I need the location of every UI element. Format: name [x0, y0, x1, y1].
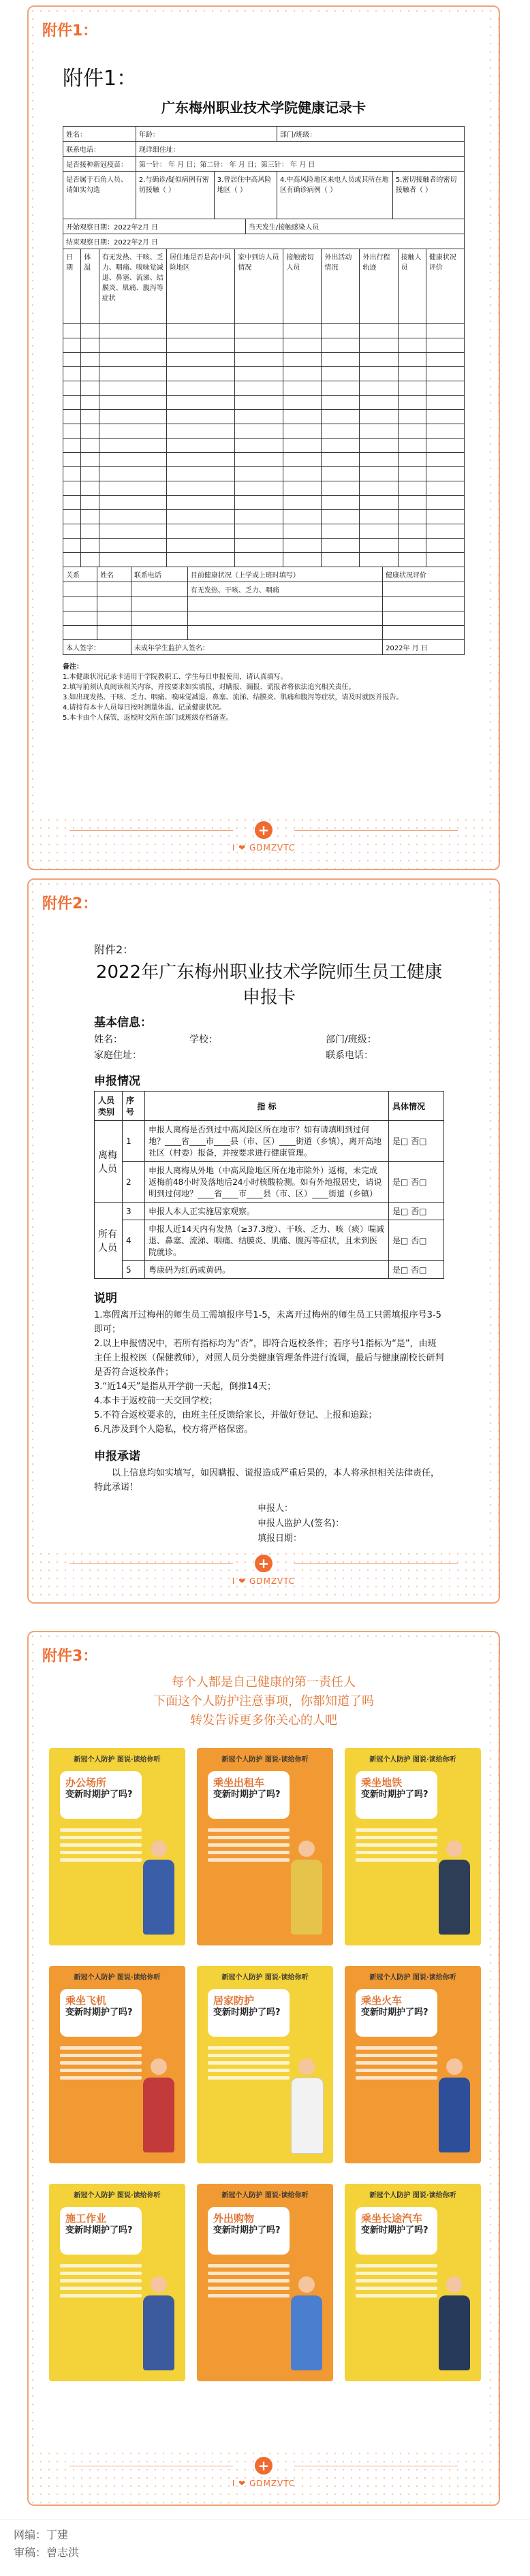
slogan-line: 转发告诉更多你关心的人吧: [190, 1713, 337, 1728]
basic-row-1: [94, 1032, 444, 1046]
card-footer: [29, 2457, 499, 2495]
table-row: [63, 439, 465, 453]
basic-info-title: 基本信息：: [94, 1016, 152, 1030]
declaration-section-title: 申报情况: [94, 1075, 140, 1088]
table-row: [63, 467, 465, 481]
slogan-line: 每个人都是自己健康的第一责任人: [172, 1675, 356, 1689]
basic-row-2: [94, 1048, 444, 1062]
slogan-line: 下面这个人防护注意事项，你都知道了吗: [153, 1694, 374, 1708]
poster-question: 变新时期护了吗?: [213, 2007, 281, 2018]
item-result[interactable]: 是□ 否□: [389, 1220, 444, 1261]
dept-label: 部门/班级：: [326, 1034, 377, 1045]
item-result[interactable]: 是□ 否□: [389, 1121, 444, 1162]
person-figure-icon: [439, 2058, 470, 2154]
item-no: 5: [123, 1261, 145, 1279]
address-label: 家庭住址：: [94, 1050, 142, 1061]
table-row: [95, 1220, 444, 1261]
end-date-cell: 结束观察日期：2022年2月 日: [63, 234, 465, 249]
declarant-sign: 申报人：: [258, 1504, 294, 1514]
attachment-1-label: 附件1：: [42, 22, 98, 39]
poster-top: 新冠个人防护 图说·读给你听: [369, 2192, 456, 2199]
poster-top: 新冠个人防护 图说·读给你听: [369, 1756, 456, 1764]
poster-coach[interactable]: [345, 2184, 481, 2381]
record-info-table: [63, 126, 465, 249]
col-group: 人员类别: [95, 1092, 123, 1121]
table-row: [63, 396, 465, 410]
first-aid-icon: +: [255, 1555, 272, 1572]
item-text: 申报人近14天内有发热（≥37.3度）、干咳、乏力、咳（痰）喘减退、鼻塞、流涕、咽痛、结膜炎、肌痛、腹泻等症状，且未到医院就诊。: [145, 1220, 389, 1261]
person-figure-icon: [291, 1841, 322, 1936]
poster-question: 变新时期护了吗?: [361, 2007, 428, 2018]
signature-block: [258, 1501, 444, 1546]
poster-train[interactable]: [345, 1966, 481, 2163]
poster-top: 新冠个人防护 图说·读给你听: [74, 1756, 161, 1764]
footer-brand: I ❤ GDMZVTC: [232, 2479, 296, 2488]
credits: [14, 2526, 79, 2562]
poster-title: 施工作业: [65, 2212, 107, 2225]
sign-date: 2022年 月 日: [383, 640, 465, 655]
explain-item: 2.以上申报情况中，若所有指标均为“否”，即符合返校条件；若序号1指标为“是”，由班主任上报校医（保健教师），对照人员分类健康管理条件进行流调，最后与健康副校长研判是否符合返校条件；: [94, 1339, 444, 1378]
person-figure-icon: [143, 2276, 174, 2372]
risk-opt-4: 4.中高风险地区来电人员或其所在地区有确诊病例（ ）: [277, 172, 392, 219]
family-header-health: 目前健康状况（上学或上班时填写）: [187, 567, 382, 582]
poster-home[interactable]: [197, 1966, 333, 2163]
poster-title: 乘坐长途汽车: [361, 2212, 423, 2225]
explain-item: 1.寒假离开过梅州的师生员工需填报序号1-5，未离开过梅州的师生员工只需填报序号3-5即可；: [94, 1310, 441, 1335]
obs-header-outings: 外出活动情况: [322, 249, 360, 324]
table-row: [95, 1162, 444, 1203]
address-cell: 现详细住址：: [136, 142, 464, 157]
school-label: 学校：: [189, 1034, 218, 1045]
item-result[interactable]: 是□ 否□: [389, 1203, 444, 1220]
poster-top: 新冠个人防护 图说·读给你听: [74, 1974, 161, 1982]
table-row: [63, 381, 465, 396]
item-text: 粤康码为红码或黄码。: [145, 1261, 389, 1279]
start-date-cell: 开始观察日期：2022年2月 日: [63, 219, 246, 234]
family-header-phone: 联系电话: [131, 567, 187, 582]
poster-office[interactable]: [49, 1748, 185, 1945]
table-row: [63, 524, 465, 539]
poster-question: 变新时期护了吗?: [65, 1790, 133, 1800]
table-row: [63, 611, 465, 626]
poster-title: 乘坐地铁: [361, 1777, 403, 1789]
table-row: [63, 424, 465, 439]
col-no: 序号: [123, 1092, 145, 1121]
attachment-3-card: [27, 1631, 500, 2506]
col-result: 具体情况: [389, 1092, 444, 1121]
note-item: 4.请持有本卡人员每日按时测量体温、记录健康状况。: [63, 704, 226, 712]
group-away: 离梅人员: [95, 1121, 123, 1203]
poster-plane[interactable]: [49, 1966, 185, 2163]
risk-opt-5: 5.密切接触者的密切接触者（ ）: [392, 172, 464, 219]
poster-top: 新冠个人防护 图说·读给你听: [221, 2192, 309, 2199]
table-row: [63, 367, 465, 381]
table-row: [95, 1261, 444, 1279]
table-row: [63, 553, 465, 567]
poster-taxi[interactable]: [197, 1748, 333, 1945]
phone-label: 联系电话：: [326, 1050, 373, 1061]
table-row: [95, 1203, 444, 1220]
declaration-sheet: [94, 941, 444, 1546]
poster-top: 新冠个人防护 图说·读给你听: [221, 1974, 309, 1982]
poster-shopping[interactable]: [197, 2184, 333, 2381]
obs-header-trajectory: 外出行程轨迹: [360, 249, 398, 324]
poster-construction[interactable]: [49, 2184, 185, 2381]
explain-item: 4.本卡于返校前一天交回学校；: [94, 1396, 218, 1406]
guardian-sign: 申报人监护人(签名)：: [258, 1518, 345, 1529]
poster-title: 办公场所: [65, 1777, 107, 1789]
person-figure-icon: [143, 1841, 174, 1936]
obs-header-persons: 接触人员: [398, 249, 426, 324]
health-record-title: 广东梅州职业技术学院健康记录卡: [161, 99, 366, 116]
explain-item: 6.凡涉及到个人隐私，校方将严格保密。: [94, 1425, 253, 1435]
self-sign: 本人签字：: [63, 640, 131, 655]
editor-line: [14, 2526, 79, 2544]
table-row: [63, 410, 465, 424]
editor-label: 网编：: [14, 2528, 47, 2541]
reviewer-name: 曾志洪: [46, 2546, 80, 2559]
poster-question: 变新时期护了吗?: [361, 2225, 428, 2236]
table-row: [95, 1121, 444, 1162]
declaration-table: [94, 1091, 444, 1279]
poster-question: 变新时期护了吗?: [361, 1790, 428, 1800]
poster-top: 新冠个人防护 图说·读给你听: [369, 1974, 456, 1982]
fill-date: 填报日期：: [258, 1533, 302, 1544]
item-text: 申报人离梅从外地（中高风险地区所在地市除外）返梅，未完成返梅前48小时及落地后24小时核酸检测。如有外地报居史，请说明到过何地？____省____市____县（市、区）____街道（乡镇）: [145, 1162, 389, 1203]
obs-header-date: 日期: [63, 249, 81, 324]
explain-item: 5.不符合返校要求的，由班主任反馈给家长，并做好登记、上报和追踪；: [94, 1410, 377, 1420]
declaration-title: 2022年广东梅州职业技术学院师生员工健康申报卡: [95, 962, 443, 1008]
item-no: 2: [123, 1162, 145, 1203]
name-label: 姓名：: [94, 1034, 123, 1045]
name-cell: 姓名：: [63, 127, 136, 142]
poster-subway[interactable]: [345, 1748, 481, 1945]
item-text: 申报人本人正实施居家观察。: [145, 1203, 389, 1220]
sheet-attachment-label: 附件2：: [94, 943, 134, 956]
vaccine-label-cell: 是否接种新冠疫苗：: [63, 157, 136, 172]
table-row: [63, 496, 465, 510]
risk-label-cell: 是否属于石角人员、请如实勾选: [63, 172, 136, 219]
item-no: 4: [123, 1220, 145, 1261]
slogan: [29, 1673, 499, 1730]
obs-header-visitors: 家中到访人员情况: [235, 249, 283, 324]
footer-brand: I ❤ GDMZVTC: [232, 843, 296, 853]
person-figure-icon: [291, 2276, 322, 2372]
age-cell: 年龄：: [136, 127, 277, 142]
table-row: [63, 353, 465, 367]
contact-cell: 当天发生/接触感染人员: [245, 219, 464, 234]
table-row: [63, 626, 465, 640]
table-row: [63, 324, 465, 338]
note-item: 5.本卡由个人保管，返校时交所在部门或班级存档备查。: [63, 714, 233, 722]
first-aid-icon: +: [255, 2457, 272, 2475]
attachment-3-label: 附件3：: [42, 1648, 98, 1665]
poster-top: 新冠个人防护 图说·读给你听: [74, 2192, 161, 2199]
poster-title: 外出购物: [213, 2212, 255, 2225]
attachment-2-label: 附件2：: [42, 895, 98, 912]
family-header-eval: 健康状况评价: [383, 567, 465, 582]
note-item: 3.如出现发热、干咳、乏力、咽痛、嗅味觉减退、鼻塞、流涕、结膜炎、肌痛和腹泻等症状，请及时就医并报告。: [63, 694, 403, 701]
reviewer-label: 审稿：: [14, 2546, 47, 2559]
footer-brand: I ❤ GDMZVTC: [232, 1576, 296, 1586]
phone-cell: 联系电话：: [63, 142, 136, 157]
obs-header-risk-area: 居住地是否是高中风险地区: [166, 249, 235, 324]
family-health-sub: 有无发热、干咳、乏力、咽痛: [187, 582, 382, 597]
item-no: 1: [123, 1121, 145, 1162]
promise-text: 以上信息均如实填写，如因瞒报、谎报造成严重后果的，本人将承担相关法律责任，特此承诺！: [94, 1468, 440, 1493]
poster-question: 变新时期护了吗?: [65, 2225, 133, 2236]
obs-header-temp: 体温: [81, 249, 99, 324]
obs-header-contacts: 接触密切人员: [283, 249, 322, 324]
explain-title: 说明: [94, 1292, 117, 1305]
obs-header-evaluation: 健康状况评价: [426, 249, 464, 324]
poster-title: 乘坐飞机: [65, 1994, 107, 2007]
promise-title: 申报承诺: [94, 1450, 140, 1463]
note-item: 2.填写前须认真阅读相关内容，并按要求如实填报，对瞒报、漏报、谎报者将依法追究相关责任。: [63, 684, 356, 691]
family-header-name: 姓名: [97, 567, 131, 582]
item-text: 申报人离梅是否到过中高风险区所在地市？如有请填明到过何地？____省____市____县（市、区）____街道（乡镇），离开高地社区（村委）报备，并按要求进行健康管理。: [145, 1121, 389, 1162]
attachment-2-card: [27, 878, 500, 1604]
person-figure-icon: [439, 1841, 470, 1936]
person-figure-icon: [143, 2058, 174, 2154]
table-row: [63, 481, 465, 496]
table-row: [63, 597, 465, 611]
item-result[interactable]: 是□ 否□: [389, 1261, 444, 1279]
poster-title: 乘坐出租车: [213, 1777, 265, 1789]
item-result[interactable]: 是□ 否□: [389, 1162, 444, 1203]
table-row: [63, 338, 465, 353]
attachment-1-card: [27, 5, 500, 870]
poster-question: 变新时期护了吗?: [65, 2007, 133, 2018]
risk-opt-2: 2.与确诊/疑似病例有密切接触（ ）: [136, 172, 214, 219]
editor-name: 丁建: [46, 2528, 69, 2541]
card-footer: [29, 1555, 499, 1593]
observation-table: [63, 249, 465, 567]
card-footer: [29, 821, 499, 859]
poster-question: 变新时期护了吗?: [213, 1790, 281, 1800]
obs-header-symptoms: 有无发热、干咳、乏力、咽痛、嗅味觉减退、鼻塞、流涕、结膜炎、肌痛、腹泻等症状: [99, 249, 166, 324]
explain-item: 3.“近14天”是指从开学前一天起，倒推14天；: [94, 1382, 276, 1392]
notes-title: 备注：: [63, 663, 83, 671]
first-aid-icon: +: [255, 821, 272, 839]
vaccine-dates-cell: 第一针： 年 月 日；第二针： 年 月 日；第三针： 年 月 日: [136, 157, 464, 172]
notes: [63, 662, 465, 723]
family-header-relation: 关系: [63, 567, 97, 582]
sheet-attachment-label: 附件1：: [63, 67, 138, 91]
poster-question: 变新时期护了吗?: [213, 2225, 281, 2236]
table-row: [63, 510, 465, 524]
risk-opt-3: 3.曾居住中高风险地区（ ）: [214, 172, 277, 219]
dept-cell: 部门/班级：: [277, 127, 464, 142]
family-table: [63, 567, 465, 655]
health-record-sheet: [63, 61, 465, 723]
col-item: 指 标: [145, 1092, 389, 1121]
person-figure-icon: [439, 2276, 470, 2372]
note-item: 1.本健康状况记录卡适用于学院教职工、学生每日申报使用，请认真填写。: [63, 673, 287, 681]
person-figure-icon: [291, 2058, 322, 2154]
poster-top: 新冠个人防护 图说·读给你听: [221, 1756, 309, 1764]
group-all: 所有人员: [95, 1203, 123, 1279]
guardian-sign: 未成年学生监护人签名：: [131, 640, 382, 655]
poster-title: 居家防护: [213, 1994, 255, 2007]
table-row: [63, 453, 465, 467]
poster-title: 乘坐火车: [361, 1994, 403, 2007]
reviewer-line: [14, 2544, 79, 2562]
item-no: 3: [123, 1203, 145, 1220]
table-row: [63, 539, 465, 553]
